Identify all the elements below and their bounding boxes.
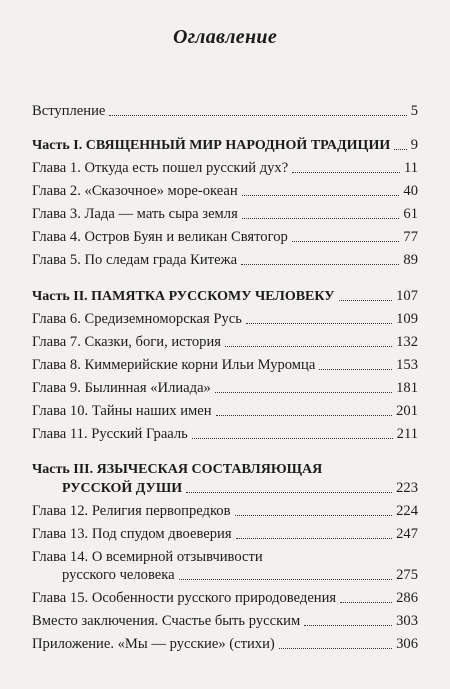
leader-dots xyxy=(339,299,393,301)
toc-entry-label: Глава 8. Киммерийские корни Ильи Муромца xyxy=(32,357,316,373)
leader-dots xyxy=(241,263,399,265)
toc-entry xyxy=(32,102,418,120)
toc-entry-label: Глава 5. По следам града Китежа xyxy=(32,252,238,268)
toc-entry-page: 107 xyxy=(396,288,418,304)
leader-dots xyxy=(215,391,392,393)
toc-part-heading xyxy=(32,287,418,305)
toc-entry-page: 61 xyxy=(403,206,418,222)
toc-entry-page: 11 xyxy=(403,160,418,176)
toc-entry-label: Глава 3. Лада — мать сыра земля xyxy=(32,206,238,222)
toc-entry-page: 211 xyxy=(396,426,418,442)
toc-entry-label: Часть II. ПАМЯТКА РУССКОМУ ЧЕЛОВЕКУ xyxy=(32,289,335,304)
toc-entry xyxy=(32,251,418,269)
toc-entry xyxy=(32,310,418,328)
toc-entry-label: Вместо заключения. Счастье быть русским xyxy=(32,613,301,629)
toc-entry-page: 224 xyxy=(396,503,418,519)
toc-entry-label: Глава 15. Особенности русского природоведения xyxy=(32,590,337,606)
leader-dots xyxy=(192,437,393,439)
toc-entry-page: 275 xyxy=(396,567,418,583)
leader-dots xyxy=(225,345,392,347)
leader-dots xyxy=(179,578,393,580)
toc-entry-label: Глава 11. Русский Грааль xyxy=(32,426,188,442)
toc-entry xyxy=(32,525,418,543)
toc-entry-page: 89 xyxy=(403,252,418,268)
leader-dots xyxy=(292,171,400,173)
toc-entry-page: 77 xyxy=(403,229,418,245)
toc-entry-label: Глава 4. Остров Буян и великан Святогор xyxy=(32,229,288,245)
toc-entry xyxy=(32,589,418,607)
toc-entry xyxy=(32,228,418,246)
toc-entry-page: 286 xyxy=(396,590,418,606)
leader-dots xyxy=(236,537,393,539)
toc-entry-label: Вступление xyxy=(32,103,106,119)
leader-dots xyxy=(242,217,400,219)
toc-entry-label: Глава 6. Средиземноморская Русь xyxy=(32,311,242,327)
toc-part-heading-continued xyxy=(32,479,418,497)
toc-entry xyxy=(32,635,418,653)
leader-dots xyxy=(109,114,406,116)
leader-dots xyxy=(394,148,406,150)
toc-entry xyxy=(32,379,418,397)
toc-entry xyxy=(32,402,418,420)
page-title: Оглавление xyxy=(172,26,277,48)
toc-entry-label: Глава 12. Религия первопредков xyxy=(32,503,231,519)
leader-dots xyxy=(319,368,392,370)
leader-dots xyxy=(186,491,392,493)
toc-entry xyxy=(32,612,418,630)
toc-entry-page: 9 xyxy=(410,137,418,153)
toc-entry-page: 223 xyxy=(396,480,418,496)
toc-entry xyxy=(32,205,418,223)
toc-entry-label: Глава 1. Откуда есть пошел русский дух? xyxy=(32,160,289,176)
toc-entry-page: 181 xyxy=(396,380,418,396)
toc-entry-page: 303 xyxy=(396,613,418,629)
leader-dots xyxy=(235,514,393,516)
toc-entry xyxy=(32,159,418,177)
toc-part-heading: Часть III. ЯЗЫЧЕСКАЯ СОСТАВЛЯЮЩАЯ xyxy=(32,462,323,477)
toc-entry-label: Глава 13. Под спудом двоеверия xyxy=(32,526,232,542)
toc-entry-label: Часть I. СВЯЩЕННЫЙ МИР НАРОДНОЙ ТРАДИЦИИ xyxy=(32,138,391,153)
toc-entry xyxy=(32,548,418,566)
toc-entry-label: Глава 7. Сказки, боги, история xyxy=(32,334,221,350)
leader-dots xyxy=(246,322,392,324)
toc-entry-page: 5 xyxy=(410,103,418,119)
toc-entry-label: русского человека xyxy=(62,567,175,583)
toc-entry-label: РУССКОЙ ДУШИ xyxy=(62,481,183,496)
toc-entry-page: 40 xyxy=(403,183,418,199)
toc-entry-page: 132 xyxy=(396,334,418,350)
toc-entry-label: Глава 9. Былинная «Илиада» xyxy=(32,380,211,396)
toc-entry-page: 153 xyxy=(396,357,418,373)
toc-entry xyxy=(32,333,418,351)
toc-entry-label: Глава 2. «Сказочное» море-океан xyxy=(32,183,238,199)
toc-entry xyxy=(32,502,418,520)
toc-entry-page: 306 xyxy=(396,636,418,652)
toc-entry-page: 247 xyxy=(396,526,418,542)
leader-dots xyxy=(216,414,393,416)
toc-entry xyxy=(32,182,418,200)
toc-entry-label: Глава 10. Тайны наших имен xyxy=(32,403,212,419)
toc-entry-page: 109 xyxy=(396,311,418,327)
toc-entry xyxy=(32,356,418,374)
leader-dots xyxy=(279,647,392,649)
toc-part-heading xyxy=(32,136,418,154)
toc-entry xyxy=(32,425,418,443)
toc-entry-label: Глава 14. О всемирной отзывчивости xyxy=(32,549,263,565)
toc-entry-page: 201 xyxy=(396,403,418,419)
leader-dots xyxy=(340,601,392,603)
toc-entry-continued xyxy=(32,566,418,584)
leader-dots xyxy=(242,194,400,196)
leader-dots xyxy=(304,624,392,626)
leader-dots xyxy=(292,240,400,242)
toc-entry-label: Приложение. «Мы — русские» (стихи) xyxy=(32,636,275,652)
